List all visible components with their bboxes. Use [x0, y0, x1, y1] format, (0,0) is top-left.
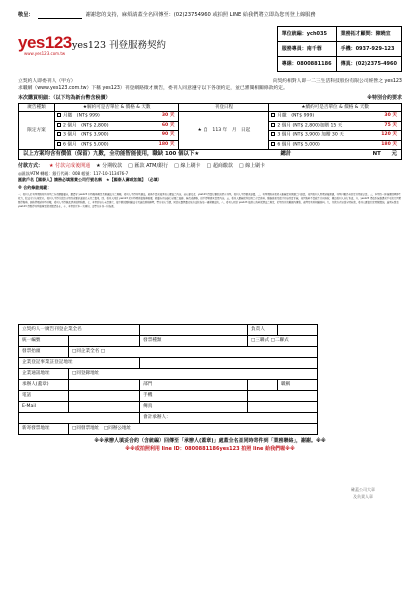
pay-option[interactable]: ★ 付款完成後開通 [49, 163, 91, 170]
phone-label: 電話 [19, 391, 69, 402]
top-bar [18, 10, 402, 20]
bank-info [18, 171, 402, 183]
pay-option[interactable]: □ 線上刷卡 [238, 163, 266, 170]
col-ad-type: 廣告種類 [19, 103, 55, 112]
contract-header [18, 26, 402, 72]
right-plan-option[interactable]: 3 個月 (NT$ 3,900) 加贈 30 天 120 天 [269, 131, 402, 141]
fax-number: 傳真：(02)2375-4960 [336, 57, 401, 72]
brand-logo: yes123 [18, 33, 72, 52]
new-invoice-address-field[interactable]: □同發票地址 □同辦公地址 [69, 424, 318, 435]
intro-left: 立契約人即委刊人（甲方） [18, 79, 76, 84]
terms-body: 一、委刊人於刊登期間內所刊登之各項網路廣告，應遵守 yes123 刊登服務規定及相關法令之規範，委刊人不得刊登違法、虛偽不實或侵害他人權益之內容，若有違反者，yes123 得逕行刪除或停止刊登，委刊人不得要求退費。二、刊登期間自款項入帳確認並開通之日起算，如因委刊人因素延後開通，刊登日數仍自約定日期起計算。三、本契約一經簽署回傳即生效力，除法令另有規定外，委刊人不得任意終止契約或要求退還已支付之費用。四、委刊人同意 yes123 於刊登期間依服務需要，就廣告內容進行必要之編排、修改或調整，但不得變更其實質內容。五、委刊人應確保所提供之企業資料、聯絡資訊及徵才內容真實正確，如因資料不實致生任何糾紛，概由委刊人自行負責。六、yes123 得依系統維護或不可抗力因素暫停服務，屆時將順延刊登日數，委刊人不得據此請求損害賠償。七、本契約如有未盡事宜，依中華民國相關法令及誠信原則辦理，雙方如有爭議，同意以臺灣臺北地方法院為第一審管轄法院。八、委刊人同意 yes123 依個人資料保護法之規定，於契約目的範圍內蒐集、處理及利用相關資料。九、付款方式如採分期收款，委刊人應依約定期限繳納，逾期未繳者 yes123 得暫停刊登服務至款項繳清為止。十、本契約正本一式兩份，由雙方各執一份為憑。 [18, 193, 402, 208]
schedule-cell[interactable]: ★ 自 113 年 月 日起 [179, 112, 269, 150]
total-row [18, 150, 402, 160]
left-plan-option[interactable]: 3 個月 (NT$ 3,900) 90 天 [55, 131, 179, 141]
intro-text [18, 78, 402, 92]
email-field-wide[interactable] [19, 413, 140, 424]
left-plan-option[interactable]: 2 個月 (NT$ 2,800) 60 天 [55, 121, 179, 131]
fax-field[interactable] [248, 402, 318, 413]
stamp-area[interactable]: 確蓋公司大章 及負責人章 [351, 487, 375, 500]
pay-option[interactable]: □ 線上刷卡 [174, 163, 201, 170]
pay-option[interactable]: ★ 分期收款 [96, 163, 123, 170]
plan-table [18, 103, 402, 151]
checkbox-icon[interactable] [271, 132, 275, 136]
bank-account-name: 匯款戶名【國泰人】請務必填寫貴公司行號名稱 ★【國泰人壽或如無】 （必填） [18, 177, 162, 183]
agent-info-table [277, 26, 402, 72]
right-plan-option[interactable]: 2 個月 (NT$ 2,800)加贈 15 天 75 天 [269, 121, 402, 131]
contact-label: 承辦人(蓋章) [19, 380, 69, 391]
dept-label: 部門 [140, 380, 248, 391]
checkbox-icon[interactable] [57, 113, 61, 117]
invoice-title-label: 發票抬頭 [19, 347, 69, 358]
total-amount[interactable]: NT 元 [372, 151, 397, 158]
invoice-type-label: 發票種類 [140, 336, 248, 347]
terms-title: ※ 合約條款規範： [18, 185, 52, 191]
col-schedule: 刊登日程 [179, 103, 269, 112]
pay-option[interactable]: □ 超商繳款 [206, 163, 233, 170]
logo-block [18, 26, 72, 72]
email-field[interactable] [69, 402, 140, 413]
contract-title: yes123 刊登服務契約 [72, 40, 167, 51]
checkbox-icon[interactable] [271, 113, 275, 117]
pay-label: 付款方式： [18, 163, 44, 170]
left-plan-option[interactable]: 月繳 (NT$ 999) 30 天 [55, 112, 179, 122]
fax-label: 傳真 [140, 402, 248, 413]
owner-field[interactable] [278, 325, 318, 336]
bank-account: ◎匯款/ATM 轉帳：銀行代碼：008 帳號：117-10-113476-7 [18, 171, 129, 177]
purchase-section-header [18, 95, 402, 101]
new-invoice-address-label: 新寄發票地址 [19, 424, 69, 435]
total-label: 總計 [280, 151, 292, 158]
owner-label: 負責人 [248, 325, 278, 336]
reg-address-label: 企業登記事業註登記地址 [19, 358, 140, 369]
col-right-plans: ★續約可是否單位 & 價格 & 天數 [269, 103, 402, 112]
tax-id-label: 統一編號 [19, 336, 69, 347]
contact-field[interactable] [69, 380, 140, 391]
unit-id: 單位統編：ych035 [277, 27, 336, 42]
company-address-label: 企業通訊地址 [19, 369, 69, 380]
brand-url: www.yes123.com.tw [24, 51, 66, 56]
dept-field[interactable] [248, 380, 278, 391]
return-instruction: 謝謝您的支持，麻煩請蓋全名回傳至：(02)23754960 或拍照 LINE 給我們將立即為您刊登上線服務 [85, 11, 316, 18]
mobile-label: 手機 [140, 391, 248, 402]
company-address-field[interactable]: □同登錄地址 [69, 369, 318, 380]
footer-line-id: ※※或拍照利用 line ID：0800881186yes123 拍照 line 給我們喔※※ [125, 445, 295, 452]
checkbox-icon[interactable] [57, 132, 61, 136]
invoice-title-field[interactable]: □同企業全名 □ [69, 347, 318, 358]
job-title-label: 職稱 [278, 380, 318, 391]
checkbox-icon[interactable] [57, 123, 61, 127]
footer-instruction: ※※承辦人填妥合約（含統編）回傳至「承辦人(蓋章)」處蓋全名並同時寄件到「業務聯絡」，謝謝。※※ [94, 438, 326, 445]
to-label: 敬呈： [18, 11, 34, 18]
intro-line2: 求職網（www.yes123.com.tw）下稱 yes123）刊登網路徵才廣告，委刊人同意遵守以下各項約定，並已審閱相關條款約定。 [18, 86, 288, 92]
tax-id-field[interactable] [69, 336, 140, 347]
checkbox-icon[interactable] [271, 123, 275, 127]
footer [18, 438, 402, 453]
mobile-field[interactable] [248, 391, 318, 402]
total-note: 以上方案均含有價值（保留）九數，全功能智能使用，職缺 100 個以下★ [23, 151, 200, 158]
company-name-field[interactable] [140, 325, 248, 336]
reg-address-field[interactable] [140, 358, 318, 369]
phone-field[interactable] [69, 391, 140, 402]
service-rep: 服務專員：南千蓉 [277, 42, 336, 57]
company-name-label: 立契約人一廣告刊登企業全名 [19, 325, 140, 336]
consultant: 業務拓才顧問：陳曉宜 [336, 27, 401, 42]
left-plan-option[interactable]: 6 個月 (NT$ 5,000) 180 天 [55, 140, 179, 150]
hotline: 專線：0800881186 [277, 57, 336, 72]
payment-methods [18, 163, 402, 169]
to-name-blank[interactable] [38, 12, 82, 19]
special-terms-label: ※特別合約要求 [367, 95, 402, 102]
right-plan-option[interactable]: 月繳 (NT$ 999) 30 天 [269, 112, 402, 122]
invoice-type-options[interactable]: □三聯式 □二聯式 [248, 336, 318, 347]
purchase-detail-label: 本次購買明細：（以下均為新台幣含稅價） [18, 95, 111, 102]
col-left-plans: ★解約可是否單位 & 價格 & 天數 [55, 103, 179, 112]
pay-option[interactable]: □ 匯款 ATM/銀行 [128, 163, 169, 170]
checkbox-icon[interactable] [271, 142, 275, 146]
checkbox-icon[interactable] [57, 142, 61, 146]
intro-right: 向契約相對人即一二三生活科技股份有限公司經營之 yes123 [272, 79, 402, 84]
rep-mobile: 手機：0937-929-123 [336, 42, 401, 57]
ad-type-cell: 限定方案 [19, 112, 55, 150]
email-label: E-Mail [19, 402, 69, 413]
client-form [18, 324, 318, 435]
right-plan-option[interactable]: 6 個月 (NT$ 5,000) 180 天 [269, 140, 402, 150]
accounting-label[interactable]: 會計承辦人： [140, 413, 318, 424]
